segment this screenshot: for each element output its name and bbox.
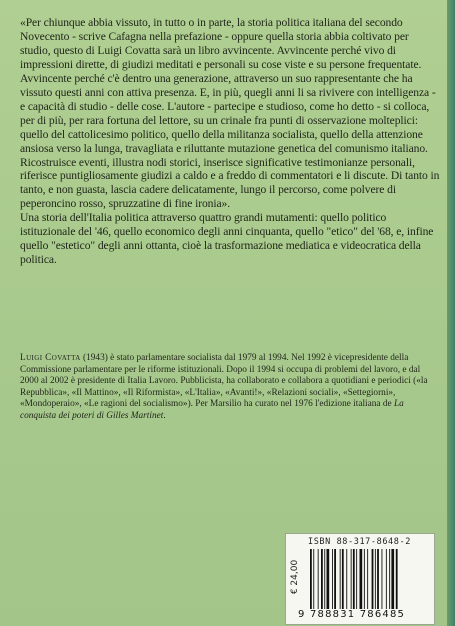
author-name: Luigi Covatta (20, 353, 81, 363)
spine-edge (447, 0, 455, 626)
barcode-label (285, 533, 435, 625)
edited-book-title: La conquista dei poteri di Gilles Martinet (20, 399, 404, 421)
barcode-digits: 9 788831 786485 (298, 609, 406, 620)
blurb-paragraph-quote: «Per chiunque abbia vissuto, in tutto o in parte, la storia politica italiana del secondo Novecento - scrive Cafagna nella prefazione - oppure quella storia abbia coltivato per studio, questo di Luigi Covatta sarà un libro avvincente. Avvincente perché vivo di impressioni dirette, di giudizi meditati e personali su cose viste e su persone frequentate. Avvincente perché c'è dentro una generazione, attraverso un suo rappresentante che ha vissuto questi anni con attiva presenza. E, in più, quegli anni li sa rivivere con intelligenza - e capacità di studio - delle cose. L'autore - partecipe e studioso, come ho detto - si colloca, per di più, per rara fortuna del lettore, su un crinale fra punti di osservazione molteplici: quello del cattolicesimo politico, quello della militanza socialista, quello della attenzione ansiosa verso la lunga, travagliata e riluttante mutazione genetica del comunismo italiano. Ricostruisce eventi, illustra nodi storici, inserisce significative testimonianze personali, riferisce puntigliosamente giudizi a caldo e a freddo di commentatori e li discute. Di tanto in tanto, e non guasta, lascia cadere delicatamente, lungo il percorso, come polvere di peperoncino rosso, spruzzatine di fine ironia». (20, 16, 440, 211)
isbn-number: ISBN 88-317-8648-2 (308, 537, 411, 547)
barcode-bars (308, 549, 428, 609)
price-text: € 24,00 (290, 559, 301, 595)
price-tag (286, 546, 304, 608)
blurb-text (20, 16, 440, 267)
blurb-paragraph-summary: Una storia dell'Italia politica attraverso quattro grandi mutamenti: quello politico istituzionale del '46, quello economico degli anni cinquanta, quello "etico" del '68, e, infine quello "estetico" degli anni ottanta, cioè la trasformazione mediatica e videocratica della politica. (20, 211, 434, 267)
author-bio-text: (1943) è stato parlamentare socialista dal 1979 al 1994. Nel 1992 è vicepresidente della Commissione parlamentare per le riforme istituzionali. Dopo il 1994 si occupa di problemi del lavoro, e dal 2000 al 2002 è presidente di Italia Lavoro. Pubblicista, ha collaborato e collabora a quotidiani e periodici («la Repubblica», «Il Mattino», «Il Riformista», «L'Italia», «Avanti!», «Relazioni sociali», «Settegiorni», «Mondoperaio», «Le ragioni del socialismo»). Per Marsilio ha curato nel 1976 l'edizione italiana de (20, 353, 428, 409)
author-bio: Luigi Covatta (1943) è stato parlamentare socialista dal 1979 al 1994. Nel 1992 è vicepresidente della Commissione parlamentare per le riforme istituzionali. Dopo il 1994 si occupa di problemi del lavoro, e dal 2000 al 2002 è presidente di Italia Lavoro. Pubblicista, ha collaborato e collabora a quotidiani e periodici («la Repubblica», «Il Mattino», «Il Riformista», «L'Italia», «Avanti!», «Relazioni sociali», «Settegiorni», «Mondoperaio», «Le ragioni del socialismo»). Per Marsilio ha curato nel 1976 l'edizione italiana de La conquista dei poteri di Gilles Martinet. (20, 353, 428, 421)
